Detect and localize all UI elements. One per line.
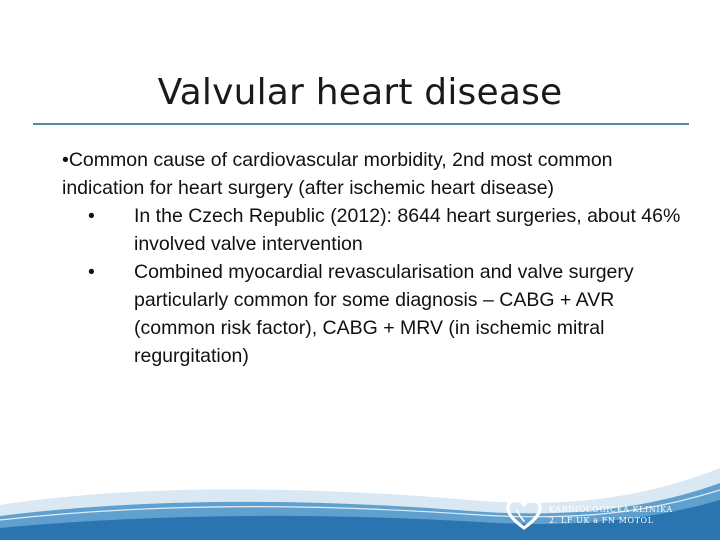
logo-text-line1: KARDIOLOGICKÁ KLINIKA <box>549 505 673 514</box>
clinic-logo <box>505 497 705 531</box>
sub-bullet-text: In the Czech Republic (2012): 8644 heart surgeries, about 46% involved valve intervention <box>134 205 681 255</box>
bullet-icon: • <box>88 261 95 283</box>
heart-logo-icon <box>505 497 543 531</box>
logo-text-line2: 2. LF UK a FN MOTOL <box>549 516 654 525</box>
sub-bullet-text: Combined myocardial revascularisation and valve surgery particularly common for some diagnosis – CABG + AVR (common risk factor), CABG + MRV (in ischemic mitral regurgitation) <box>134 261 634 367</box>
slide-title: Valvular heart disease <box>157 72 563 113</box>
bullet-icon: • <box>88 205 95 227</box>
intro-paragraph: •Common cause of cardiovascular morbidity, 2nd most common indication for heart surgery (after ischemic heart disease) <box>62 149 613 199</box>
